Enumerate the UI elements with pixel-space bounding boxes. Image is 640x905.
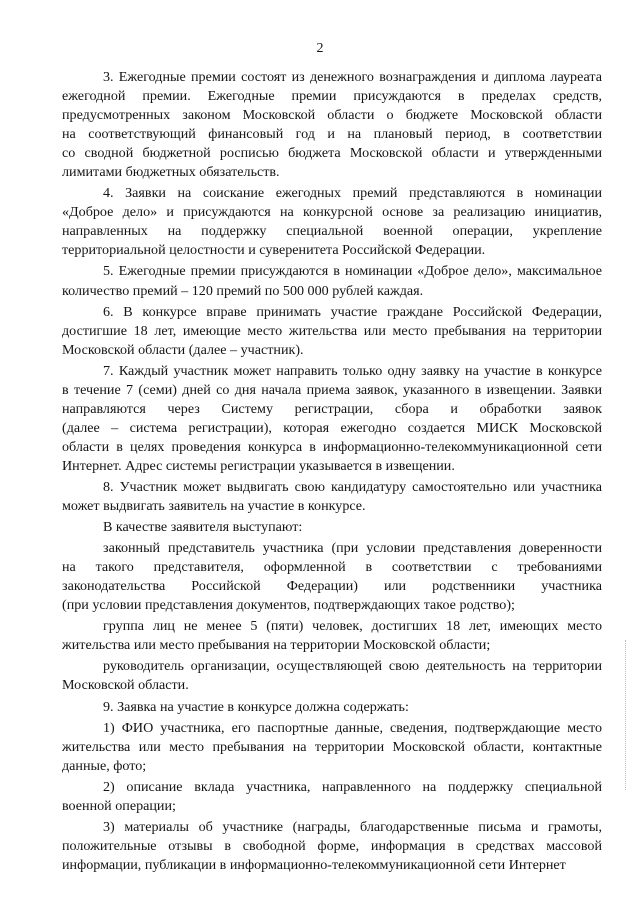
paragraph-line: может выдвигать заявитель на участие в конкурсе. (62, 498, 366, 515)
paragraph-line: положительные отзывы в свободной форме, информация в средствах массовой (62, 837, 602, 854)
paragraph (62, 184, 602, 260)
paragraph-line: территориальной целостности и суверенитета Российской Федерации. (62, 242, 486, 259)
paragraph-line: законодательства Российской Федерации) или родственники участника (62, 578, 602, 595)
paragraph-line: данные, фото; (62, 757, 147, 774)
scan-margin-mark (625, 640, 628, 790)
paragraph-line: Интернет. Адрес системы регистрации указывается в извещении. (62, 457, 455, 474)
paragraph-line: 8. Участник может выдвигать свою кандидатуру самостоятельно или участника (103, 478, 602, 495)
paragraph (62, 719, 602, 776)
paragraph-line: «Доброе дело» и присуждаются на конкурсной основе за реализацию инициатив, (62, 204, 602, 221)
paragraph-line: 5. Ежегодные премии присуждаются в номинации «Доброе дело», максимальное (103, 263, 602, 280)
paragraph-line: группа лиц не менее 5 (пяти) человек, достигших 18 лет, имеющих место (103, 618, 602, 635)
paragraph-line: руководитель организации, осуществляющей свою деятельность на территории (103, 658, 602, 675)
paragraph-line: направленных на поддержку специальной военной операции, укрепление (62, 223, 602, 240)
paragraph-line: лимитами бюджетных обязательств. (62, 164, 280, 181)
paragraph-line: в течение 7 (семи) дней со дня начала приема заявок, указанного в извещении. Заявки (62, 381, 602, 398)
paragraph (62, 698, 602, 717)
paragraph (62, 657, 602, 695)
paragraph (62, 68, 602, 182)
paragraph-line: (далее – система регистрации), которая ежегодно создается МИСК Московской (62, 419, 602, 436)
paragraph (62, 362, 602, 476)
paragraph-line: 1) ФИО участника, его паспортные данные, сведения, подтверждающие место (103, 719, 602, 736)
paragraph (62, 617, 602, 655)
paragraph-line: 3) материалы об участнике (награды, благодарственные письма и грамоты, (103, 818, 602, 835)
paragraph (62, 303, 602, 360)
paragraph-line: на соответствующий финансовый год и на плановый период, в соответствии (62, 126, 602, 143)
paragraph-line: В качестве заявителя выступают: (103, 519, 303, 536)
paragraph-line: законный представитель участника (при условии представления доверенности (103, 540, 602, 557)
paragraph-line: количество премий – 120 премий по 500 000 рублей каждая. (62, 282, 424, 299)
paragraph-line: 9. Заявка на участие в конкурсе должна содержать: (103, 698, 409, 715)
paragraph-line: ежегодной премии. Ежегодные премии присуждаются в пределах средств, (62, 88, 602, 105)
paragraph-line: области в целях проведения конкурса в информационно-телекоммуникационной сети (62, 438, 602, 455)
paragraph (62, 262, 602, 300)
paragraph-line: 2) описание вклада участника, направленного на поддержку специальной (103, 778, 602, 795)
paragraph-line: на такого представителя, оформленной в соответствии с требованиями (62, 559, 602, 576)
page-number: 2 (316, 41, 324, 56)
paragraph-line: 6. В конкурсе вправе принимать участие граждане Российской Федерации, (103, 303, 602, 320)
paragraph-line: 4. Заявки на соискание ежегодных премий представляются в номинации (103, 185, 602, 202)
paragraph-line: достигшие 18 лет, имеющие место жительства или место пребывания на территории (62, 322, 602, 339)
paragraph-line: военной операции; (62, 797, 176, 814)
paragraph (62, 778, 602, 816)
paragraph-line: направляются через Систему регистрации, сбора и обработки заявок (62, 400, 602, 417)
paragraph-line: жительства или место пребывания на территории Московской области, контактные (62, 738, 602, 755)
paragraph-line: информации, публикации в информационно-телекоммуникационной сети Интернет (62, 856, 566, 873)
paragraph-line: со сводной бюджетной росписью бюджета Московской области и утвержденными (62, 145, 602, 162)
paragraph-line: 3. Ежегодные премии состоят из денежного вознаграждения и диплома лауреата (103, 69, 602, 85)
paragraph-line: Московской области. (62, 677, 189, 694)
paragraph-line: (при условии представления документов, подтверждающих такое родство); (62, 597, 515, 614)
paragraph-line: 7. Каждый участник может направить только одну заявку на участие в конкурсе (103, 362, 602, 379)
paragraph (62, 818, 602, 875)
paragraph-line: Московской области (далее – участник). (62, 341, 304, 358)
paragraph (62, 539, 602, 615)
paragraph (62, 478, 602, 516)
paragraph (62, 518, 602, 537)
paragraph-line: жительства или место пребывания на территории Московской области; (62, 637, 491, 654)
paragraph-line: предусмотренных законом Московской области о бюджете Московской области (62, 107, 602, 124)
document-body (62, 68, 602, 877)
